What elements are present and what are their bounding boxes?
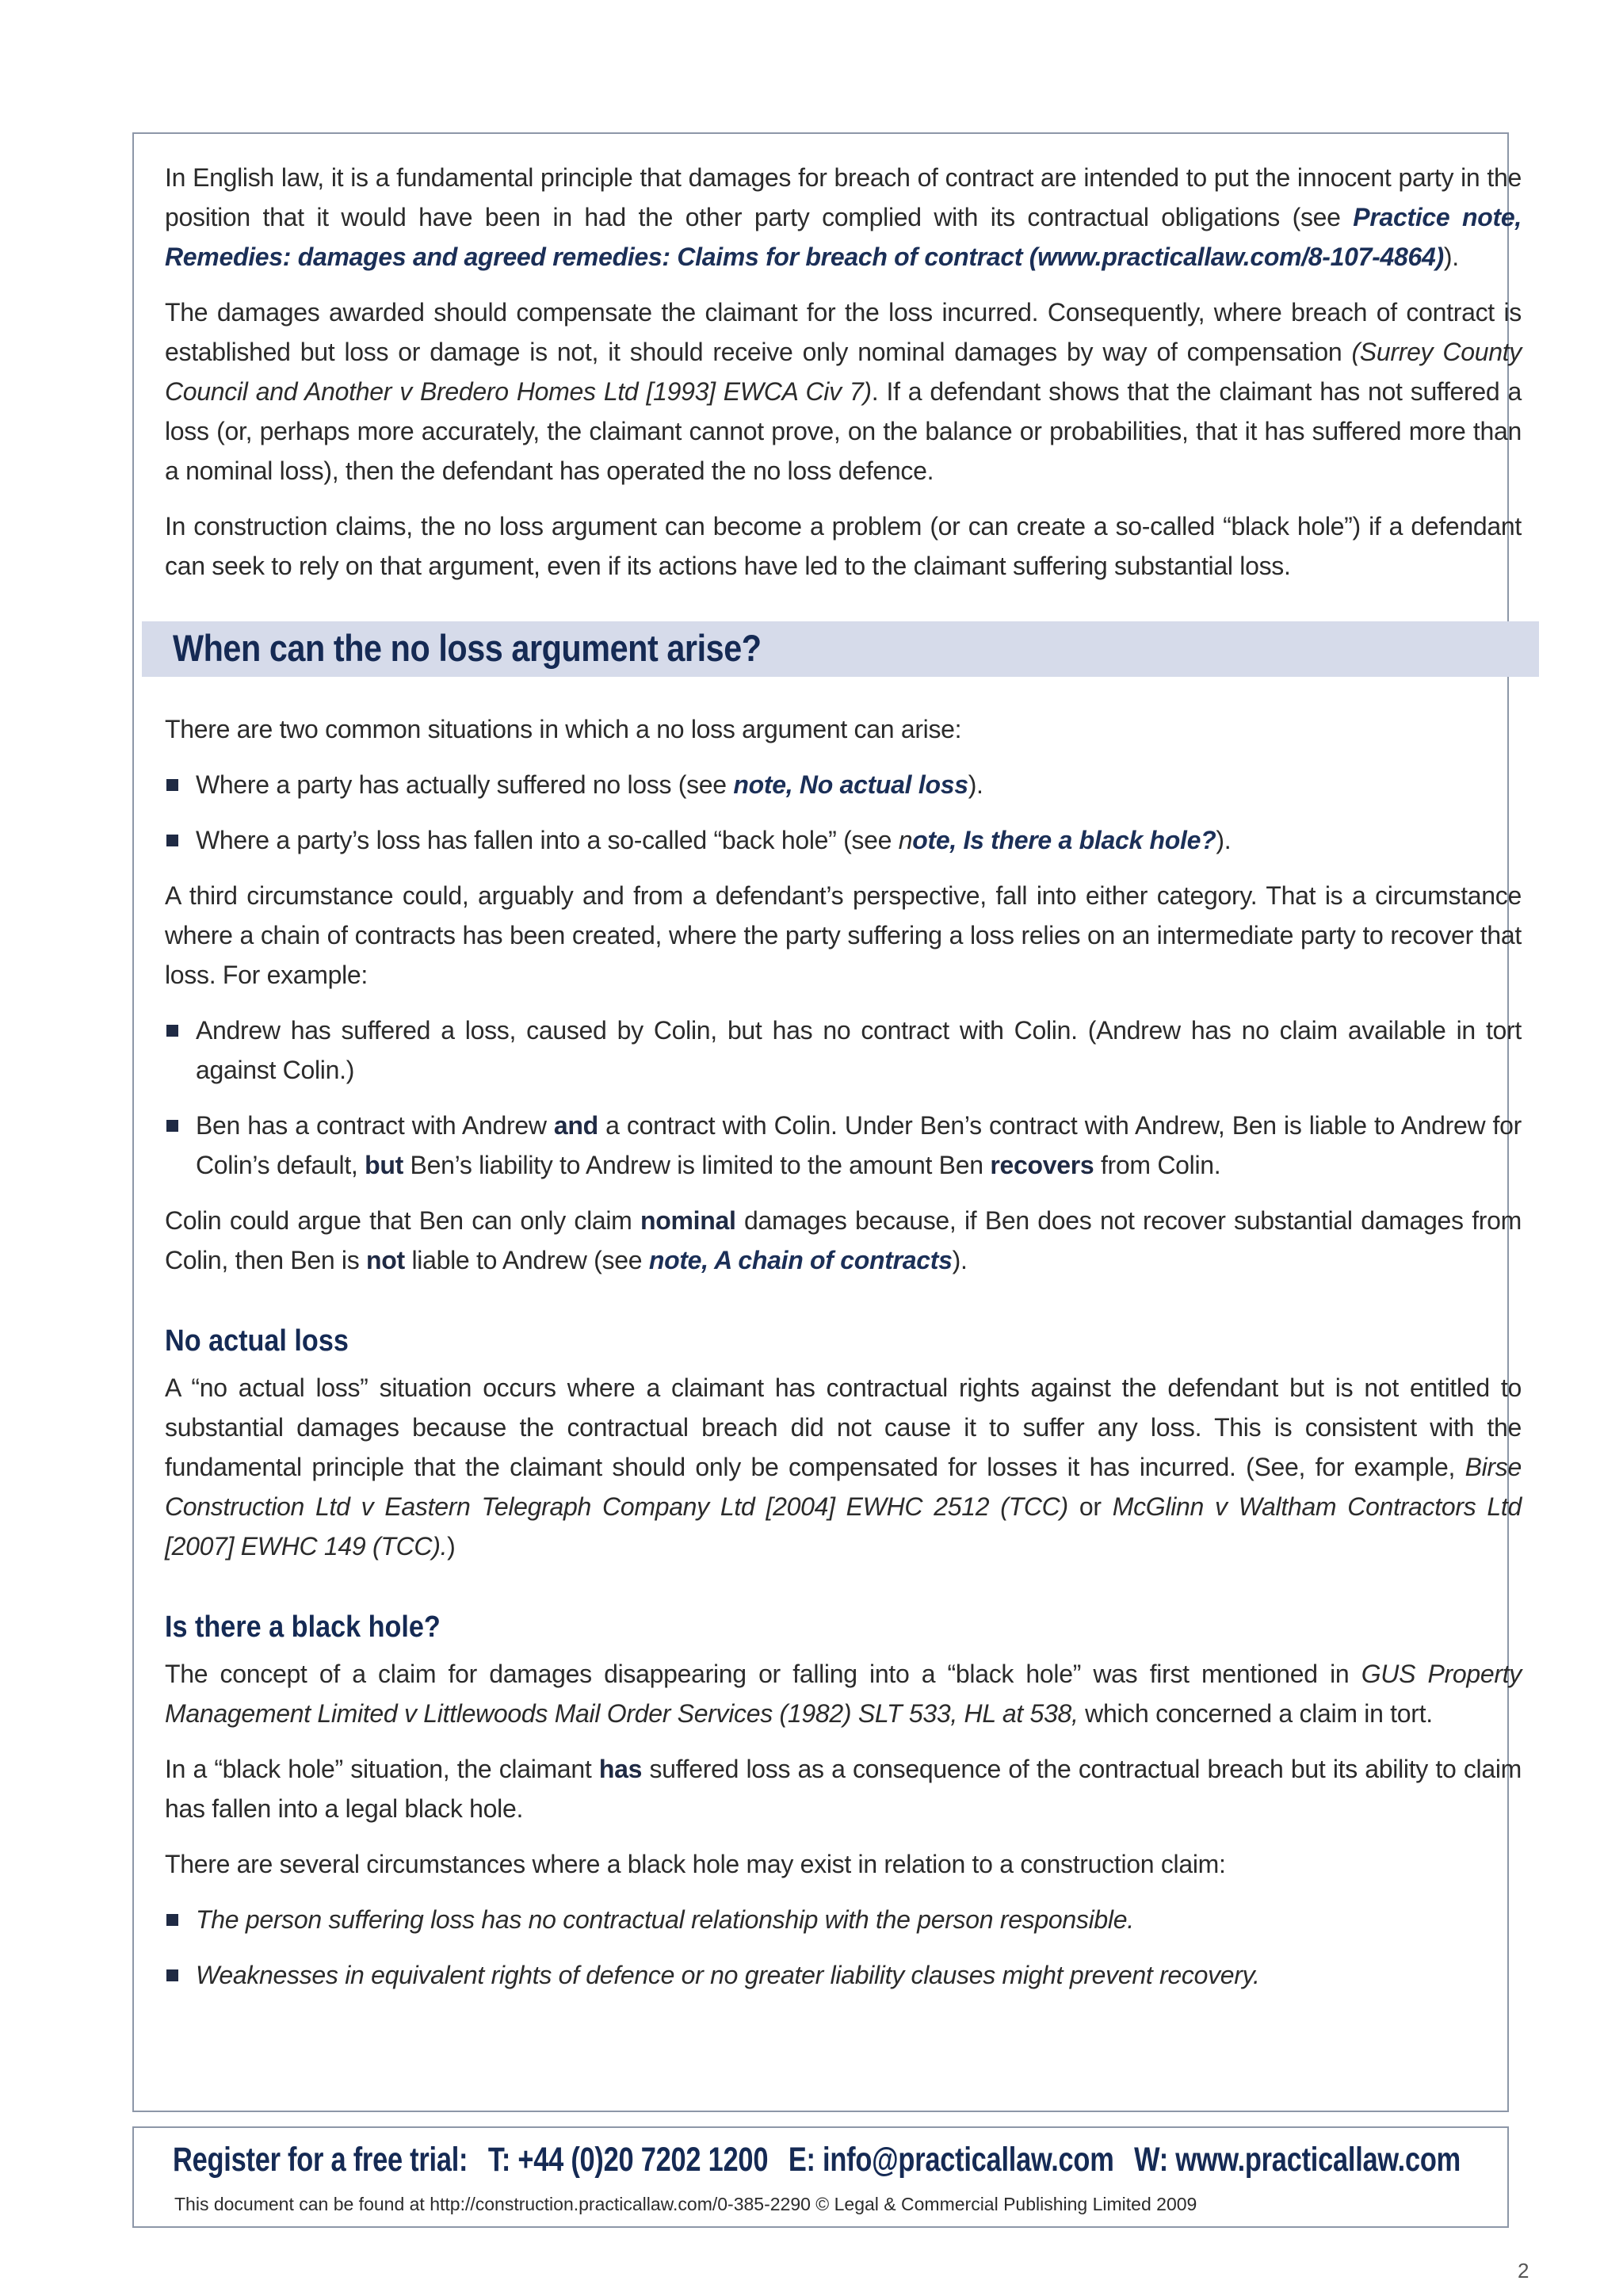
- text-run: Colin could argue that Ben can only claim: [165, 1206, 640, 1235]
- website-link[interactable]: W: www.practicallaw.com: [1134, 2141, 1461, 2179]
- section-heading-band: [142, 621, 1539, 677]
- list-item: [165, 765, 1522, 804]
- chain-of-contracts-link[interactable]: note, A chain of contracts: [648, 1246, 953, 1274]
- text-run: The person suffering loss has no contractual relationship with the person responsible.: [196, 1905, 1134, 1934]
- square-bullet-icon: [166, 835, 178, 846]
- black-hole-heading: Is there a black hole?: [165, 1610, 441, 1644]
- when-lead: There are two common situations in which a no loss argument can arise:: [165, 715, 962, 743]
- text-run: a contract with Colin. Under Ben’s contract with Andrew, Ben is liable to Andrew for Colin’s default,: [196, 1111, 1522, 1179]
- intro-paragraph-2: [165, 292, 1522, 491]
- square-bullet-icon: [166, 1969, 178, 1981]
- list-item: [165, 1010, 1522, 1090]
- article-box: [132, 132, 1522, 2112]
- case-citation: McGlinn v Waltham Contractors Ltd [2007] EWHC 149 (TCC).: [165, 1492, 1522, 1561]
- text-run: Andrew has suffered a loss, caused by Colin, but has no contract with Colin. (Andrew has no claim available in tort against Colin.): [196, 1016, 1522, 1084]
- text-run: damages because, if Ben does not recover substantial damages from Colin, then Ben is: [165, 1206, 1522, 1274]
- text-run: A “no actual loss” situation occurs where a claimant has contractual rights against the defendant but is not entitled to substantial damages because the contractual breach did not cause it to suffer any loss. This is consistent with the fundamental principle that the claimant should only be compensated for losses it has incurred. (See, for example,: [165, 1373, 1522, 1481]
- text-run: n: [898, 826, 913, 854]
- text-run: The damages awarded should compensate the claimant for the loss incurred. Consequently, where breach of contract is established but loss or damage is not, it should receive only nominal damages by way of compensation: [165, 298, 1522, 366]
- emphasis: recovers: [990, 1151, 1094, 1179]
- black-hole-paragraph-3: There are several circumstances where a black hole may exist in relation to a construction claim:: [165, 1850, 1226, 1878]
- text-run: from Colin.: [1094, 1151, 1221, 1179]
- emphasis: nominal: [640, 1206, 736, 1235]
- intro-paragraph-3: In construction claims, the no loss argument can become a problem (or can create a so-called “black hole”) if a defendant can seek to rely on that argument, even if its actions have led to the claimant suffering substantial loss.: [165, 512, 1522, 580]
- list-item: [165, 1106, 1522, 1185]
- emphasis: but: [365, 1151, 403, 1179]
- intro-section: [165, 158, 1522, 602]
- email-link[interactable]: E: info@practicallaw.com: [788, 2141, 1114, 2179]
- black-hole-paragraph-1: [165, 1654, 1522, 1733]
- black-hole-paragraph-2: [165, 1749, 1522, 1828]
- section-heading: When can the no loss argument arise?: [173, 627, 762, 669]
- text-run: ).: [1443, 243, 1459, 271]
- text-run: Where a party has actually suffered no loss (see: [196, 770, 734, 799]
- copyright-note: This document can be found at http://construction.practicallaw.com/0-385-2290 © Legal & Commercial Publishing Limited 2009: [174, 2194, 1197, 2214]
- text-run: Ben’s liability to Andrew is limited to the amount Ben: [403, 1151, 991, 1179]
- third-circumstance: A third circumstance could, arguably and from a defendant’s perspective, fall into either category. That is a circumstance where a chain of contracts has been created, where the party suffering a loss relies on an intermediate party to recover that loss. For example:: [165, 881, 1522, 989]
- text-run: . If a defendant shows that the claimant has not suffered a loss (or, perhaps more accurately, the claimant cannot prove, on the balance or probabilities, that it has suffered more than a nominal loss), then the defendant has operated the no loss defence.: [165, 377, 1522, 485]
- text-run: which concerned a claim in tort.: [1078, 1699, 1433, 1728]
- text-run: ).: [952, 1246, 968, 1274]
- emphasis: not: [366, 1246, 405, 1274]
- situations-list: [165, 765, 1522, 860]
- list-item: [165, 1955, 1522, 1995]
- contact-line: [173, 2141, 1481, 2179]
- no-actual-loss-link[interactable]: note, No actual loss: [733, 770, 968, 799]
- case-citation: GUS Property Management Limited v Littlewoods Mail Order Services (1982) SLT 533, HL at 538,: [165, 1660, 1522, 1728]
- practice-note-link[interactable]: Practice note, Remedies: damages and agreed remedies: Claims for breach of contract (www.practicallaw.com/8-107-4864): [165, 203, 1522, 271]
- register-trial-link[interactable]: Register for a free trial:: [173, 2141, 468, 2179]
- text-run: Where a party’s loss has fallen into a so-called “back hole” (see: [196, 826, 899, 854]
- black-hole-list: [165, 1900, 1522, 1995]
- case-citation: Birse Construction Ltd v Eastern Telegraph Company Ltd [2004] EWHC 2512 (TCC): [165, 1453, 1522, 1521]
- text-run: The concept of a claim for damages disappearing or falling into a “black hole” was first mentioned in: [165, 1660, 1361, 1688]
- square-bullet-icon: [166, 1120, 178, 1132]
- no-actual-loss-paragraph: [165, 1368, 1522, 1566]
- emphasis: has: [598, 1755, 643, 1783]
- text-run: ).: [968, 770, 983, 799]
- text-run: Weaknesses in equivalent rights of defence or no greater liability clauses might prevent recovery.: [196, 1961, 1260, 1989]
- intro-paragraph-1: [165, 158, 1522, 277]
- example-list: [165, 1010, 1522, 1185]
- text-run: liable to Andrew (see: [404, 1246, 649, 1274]
- text-run: ): [447, 1532, 456, 1561]
- text-run: ).: [1216, 826, 1232, 854]
- case-citation: (Surrey County Council and Another v Bredero Homes Ltd [1993] EWCA Civ 7): [165, 338, 1522, 406]
- square-bullet-icon: [166, 1025, 178, 1037]
- list-item: [165, 1900, 1522, 1939]
- black-hole-link[interactable]: ote, Is there a black hole?: [912, 826, 1216, 854]
- no-actual-loss-heading: No actual loss: [165, 1324, 349, 1358]
- text-run: suffered loss as a consequence of the contractual breach but its ability to claim has fallen into a legal black hole.: [165, 1755, 1522, 1823]
- square-bullet-icon: [166, 779, 178, 791]
- text-run: In a “black hole” situation, the claimant: [165, 1755, 599, 1783]
- phone-number: T: +44 (0)20 7202 1200: [487, 2141, 769, 2179]
- when-section: [165, 709, 1522, 2011]
- list-item: [165, 820, 1522, 860]
- text-run: or: [1067, 1492, 1113, 1521]
- page-number: 2: [1518, 2259, 1529, 2283]
- text-run: Ben has a contract with Andrew: [196, 1111, 554, 1140]
- footer-box: [132, 2126, 1509, 2228]
- emphasis: and: [553, 1111, 598, 1140]
- text-run: In English law, it is a fundamental principle that damages for breach of contract are intended to put the innocent party in the position that it would have been in had the other party complied with its contractual obligations (see: [165, 163, 1522, 231]
- colin-paragraph: [165, 1201, 1522, 1280]
- square-bullet-icon: [166, 1914, 178, 1926]
